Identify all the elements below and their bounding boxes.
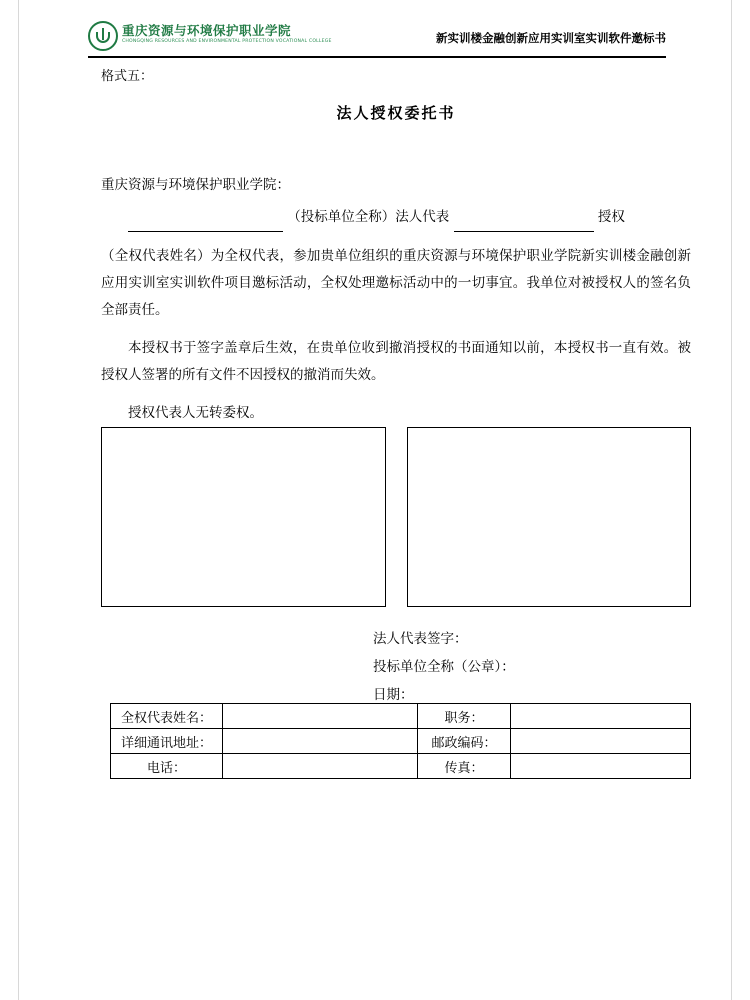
authorization-paragraph-2: 本授权书于签字盖章后生效，在贵单位收到撤消授权的书面通知以前，本授权书一直有效。被授权人签署的所有文件不因授权的撤消而失效。 bbox=[101, 340, 691, 383]
bidder-name-blank[interactable] bbox=[128, 204, 283, 232]
fax-value[interactable] bbox=[511, 754, 691, 779]
college-emblem-icon bbox=[88, 21, 118, 51]
table-row bbox=[111, 729, 691, 754]
phone-label: 电话： bbox=[111, 754, 223, 779]
seal-area bbox=[101, 427, 691, 607]
page-edge-left bbox=[18, 0, 19, 1000]
signature-box-left[interactable] bbox=[101, 427, 386, 607]
header-divider bbox=[88, 56, 666, 58]
logo-english-name: CHONGQING RESOURCES AND ENVIRONMENTAL PROTECTION VOCATIONAL COLLEGE bbox=[122, 39, 332, 44]
rep-name-value[interactable] bbox=[223, 704, 418, 729]
document-title: 法人授权委托书 bbox=[336, 104, 456, 122]
signature-block bbox=[373, 625, 515, 709]
authorization-line-1-end: 授权 bbox=[597, 209, 625, 225]
fax-label: 传真： bbox=[418, 754, 511, 779]
date-label: 日期： bbox=[373, 687, 414, 703]
authorization-line-1 bbox=[101, 204, 691, 232]
rep-title-label: 职务： bbox=[418, 704, 511, 729]
legal-rep-signature-label: 法人代表签字： bbox=[373, 631, 468, 647]
authorization-line-1-mid: （投标单位全称）法人代表 bbox=[287, 209, 450, 225]
address-label: 详细通讯地址： bbox=[111, 729, 223, 754]
addressee-line: 重庆资源与环境保护职业学院： bbox=[101, 177, 290, 193]
document-header bbox=[88, 20, 666, 62]
format-label: 格式五： bbox=[101, 69, 154, 84]
page-edge-right bbox=[731, 0, 732, 1000]
representative-info-table bbox=[110, 703, 691, 779]
seal-box-right[interactable] bbox=[407, 427, 691, 607]
legal-rep-blank[interactable] bbox=[454, 204, 594, 232]
rep-name-label: 全权代表姓名： bbox=[111, 704, 223, 729]
rep-title-value[interactable] bbox=[511, 704, 691, 729]
phone-value[interactable] bbox=[223, 754, 418, 779]
postcode-label: 邮政编码： bbox=[418, 729, 511, 754]
logo-chinese-name: 重庆资源与环境保护职业学院 bbox=[122, 23, 292, 38]
address-value[interactable] bbox=[223, 729, 418, 754]
bidder-seal-label: 投标单位全称（公章）： bbox=[373, 659, 515, 675]
postcode-value[interactable] bbox=[511, 729, 691, 754]
college-logo bbox=[88, 20, 332, 56]
authorization-paragraph-3: 授权代表人无转委权。 bbox=[128, 405, 263, 421]
table-row bbox=[111, 754, 691, 779]
table-row bbox=[111, 704, 691, 729]
document-body bbox=[101, 66, 691, 465]
authorization-paragraph-1: （全权代表姓名）为全权代表，参加贵单位组织的重庆资源与环境保护职业学院新实训楼金融创新应用实训室实训软件项目邀标活动，全权处理邀标活动中的一切事宜。我单位对被授权人的签名负全部责任。 bbox=[101, 248, 691, 318]
header-title: 新实训楼金融创新应用实训室实训软件邀标书 bbox=[436, 31, 666, 45]
